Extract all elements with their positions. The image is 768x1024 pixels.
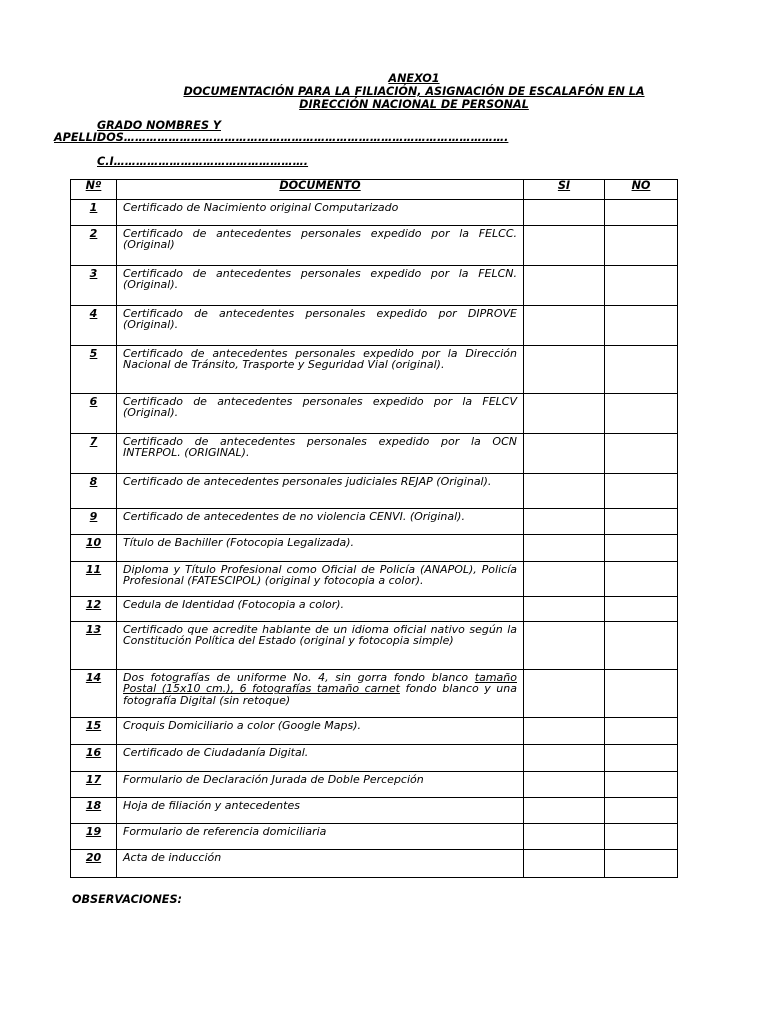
si-checkbox-cell[interactable]: [524, 535, 605, 562]
si-checkbox-cell[interactable]: [524, 772, 605, 798]
row-document: Acta de inducción: [117, 850, 524, 878]
row-document: Título de Bachiller (Fotocopia Legalizada).: [117, 535, 524, 562]
column-header-number: Nº: [71, 180, 117, 200]
si-checkbox-cell[interactable]: [524, 200, 605, 226]
table-row: [71, 850, 678, 878]
si-checkbox-cell[interactable]: [524, 394, 605, 434]
document-title-line2: DIRECCIÓN NACIONAL DE PERSONAL: [299, 98, 529, 111]
row-document: Formulario de referencia domiciliaria: [117, 824, 524, 850]
no-checkbox-cell[interactable]: [605, 266, 678, 306]
si-checkbox-cell[interactable]: [524, 824, 605, 850]
row-number: 7: [71, 434, 117, 474]
row-document: Certificado de Ciudadanía Digital.: [117, 745, 524, 772]
table-row: [71, 226, 678, 266]
no-checkbox-cell[interactable]: [605, 772, 678, 798]
no-checkbox-cell[interactable]: [605, 824, 678, 850]
row-document: Certificado de antecedentes personales expedido por la OCN INTERPOL. (ORIGINAL).: [117, 434, 524, 474]
documents-table: [70, 179, 678, 878]
row-document-underlined-part: tamaño Postal (15x10 cm.), 6 fotografías tamaño carnet: [123, 671, 517, 696]
si-checkbox-cell[interactable]: [524, 670, 605, 718]
table-row: [71, 200, 678, 226]
row-document: Certificado de antecedentes personales expedido por la FELCV (Original).: [117, 394, 524, 434]
row-number: 17: [71, 772, 117, 798]
ci-field: C.I…………………………………………….: [97, 155, 309, 168]
no-checkbox-cell[interactable]: [605, 798, 678, 824]
row-document: Formulario de Declaración Jurada de Doble Percepción: [117, 772, 524, 798]
annex-title: ANEXO1: [388, 72, 440, 85]
table-row: [71, 824, 678, 850]
si-checkbox-cell[interactable]: [524, 745, 605, 772]
row-document-part: Dos fotografías de uniforme No. 4, sin gorra fondo blanco: [123, 671, 475, 684]
si-checkbox-cell[interactable]: [524, 509, 605, 535]
si-checkbox-cell[interactable]: [524, 597, 605, 622]
table-row: [71, 266, 678, 306]
row-document: Certificado de antecedentes personales expedido por la Dirección Nacional de Tránsito, Trasporte y Seguridad Vial (original).: [117, 346, 524, 394]
row-number: 11: [71, 562, 117, 597]
no-checkbox-cell[interactable]: [605, 306, 678, 346]
row-document: Croquis Domiciliario a color (Google Maps).: [117, 718, 524, 745]
table-row: [71, 798, 678, 824]
no-checkbox-cell[interactable]: [605, 718, 678, 745]
row-number: 13: [71, 622, 117, 670]
row-document: Certificado de antecedentes personales expedido por la FELCC. (Original): [117, 226, 524, 266]
no-checkbox-cell[interactable]: [605, 200, 678, 226]
row-document: Certificado de antecedentes de no violencia CENVI. (Original).: [117, 509, 524, 535]
column-header-no: NO: [605, 180, 678, 200]
grado-nombres-label: GRADO NOMBRES Y: [97, 119, 221, 132]
table-row: [71, 622, 678, 670]
no-checkbox-cell[interactable]: [605, 226, 678, 266]
row-number: 20: [71, 850, 117, 878]
row-number: 18: [71, 798, 117, 824]
row-number: 10: [71, 535, 117, 562]
row-document: Certificado de Nacimiento original Computarizado: [117, 200, 524, 226]
si-checkbox-cell[interactable]: [524, 718, 605, 745]
column-header-document: DOCUMENTO: [117, 180, 524, 200]
table-row: [71, 772, 678, 798]
no-checkbox-cell[interactable]: [605, 434, 678, 474]
row-number: 8: [71, 474, 117, 509]
no-checkbox-cell[interactable]: [605, 562, 678, 597]
column-header-si: SI: [524, 180, 605, 200]
table-row: [71, 509, 678, 535]
si-checkbox-cell[interactable]: [524, 266, 605, 306]
table-row: [71, 670, 678, 718]
table-row: [71, 745, 678, 772]
no-checkbox-cell[interactable]: [605, 394, 678, 434]
row-number: 5: [71, 346, 117, 394]
row-number: 14: [71, 670, 117, 718]
no-checkbox-cell[interactable]: [605, 509, 678, 535]
table-row: [71, 535, 678, 562]
row-document-part: fondo blanco y una fotografía Digital (sin retoque): [123, 682, 517, 707]
no-checkbox-cell[interactable]: [605, 597, 678, 622]
row-number: 15: [71, 718, 117, 745]
row-document: Certificado de antecedentes personales judiciales REJAP (Original).: [117, 474, 524, 509]
table-row: [71, 394, 678, 434]
row-number: 12: [71, 597, 117, 622]
row-document: Certificado de antecedentes personales expedido por la FELCN. (Original).: [117, 266, 524, 306]
no-checkbox-cell[interactable]: [605, 850, 678, 878]
row-number: 19: [71, 824, 117, 850]
no-checkbox-cell[interactable]: [605, 474, 678, 509]
si-checkbox-cell[interactable]: [524, 850, 605, 878]
no-checkbox-cell[interactable]: [605, 346, 678, 394]
si-checkbox-cell[interactable]: [524, 562, 605, 597]
row-number: 3: [71, 266, 117, 306]
row-document: [117, 670, 524, 718]
table-row: [71, 434, 678, 474]
row-number: 16: [71, 745, 117, 772]
si-checkbox-cell[interactable]: [524, 474, 605, 509]
apellidos-field: APELLIDOS………………………………………………………………………………………….: [54, 131, 509, 144]
table-header-row: [71, 180, 678, 200]
si-checkbox-cell[interactable]: [524, 346, 605, 394]
table-row: [71, 718, 678, 745]
si-checkbox-cell[interactable]: [524, 434, 605, 474]
row-document: Certificado que acredite hablante de un idioma oficial nativo según la Constitución Política del Estado (original y fotocopia simple): [117, 622, 524, 670]
row-number: 1: [71, 200, 117, 226]
table-row: [71, 562, 678, 597]
row-document: Hoja de filiación y antecedentes: [117, 798, 524, 824]
table-row: [71, 474, 678, 509]
si-checkbox-cell[interactable]: [524, 622, 605, 670]
si-checkbox-cell[interactable]: [524, 226, 605, 266]
table-row: [71, 597, 678, 622]
table-row: [71, 346, 678, 394]
no-checkbox-cell[interactable]: [605, 670, 678, 718]
no-checkbox-cell[interactable]: [605, 745, 678, 772]
no-checkbox-cell[interactable]: [605, 535, 678, 562]
observaciones-label: OBSERVACIONES:: [72, 893, 182, 906]
row-number: 4: [71, 306, 117, 346]
si-checkbox-cell[interactable]: [524, 798, 605, 824]
table-row: [71, 306, 678, 346]
si-checkbox-cell[interactable]: [524, 306, 605, 346]
row-document: Cedula de Identidad (Fotocopia a color).: [117, 597, 524, 622]
no-checkbox-cell[interactable]: [605, 622, 678, 670]
document-header: [150, 72, 678, 111]
document-title-line1: DOCUMENTACIÓN PARA LA FILIACIÓN, ASIGNACIÓN DE ESCALAFÓN EN LA: [183, 85, 645, 98]
row-number: 2: [71, 226, 117, 266]
row-document: Certificado de antecedentes personales expedido por DIPROVE (Original).: [117, 306, 524, 346]
row-document: Diploma y Título Profesional como Oficial de Policía (ANAPOL), Policía Profesional (FATESCIPOL) (original y fotocopia a color).: [117, 562, 524, 597]
row-number: 6: [71, 394, 117, 434]
row-number: 9: [71, 509, 117, 535]
